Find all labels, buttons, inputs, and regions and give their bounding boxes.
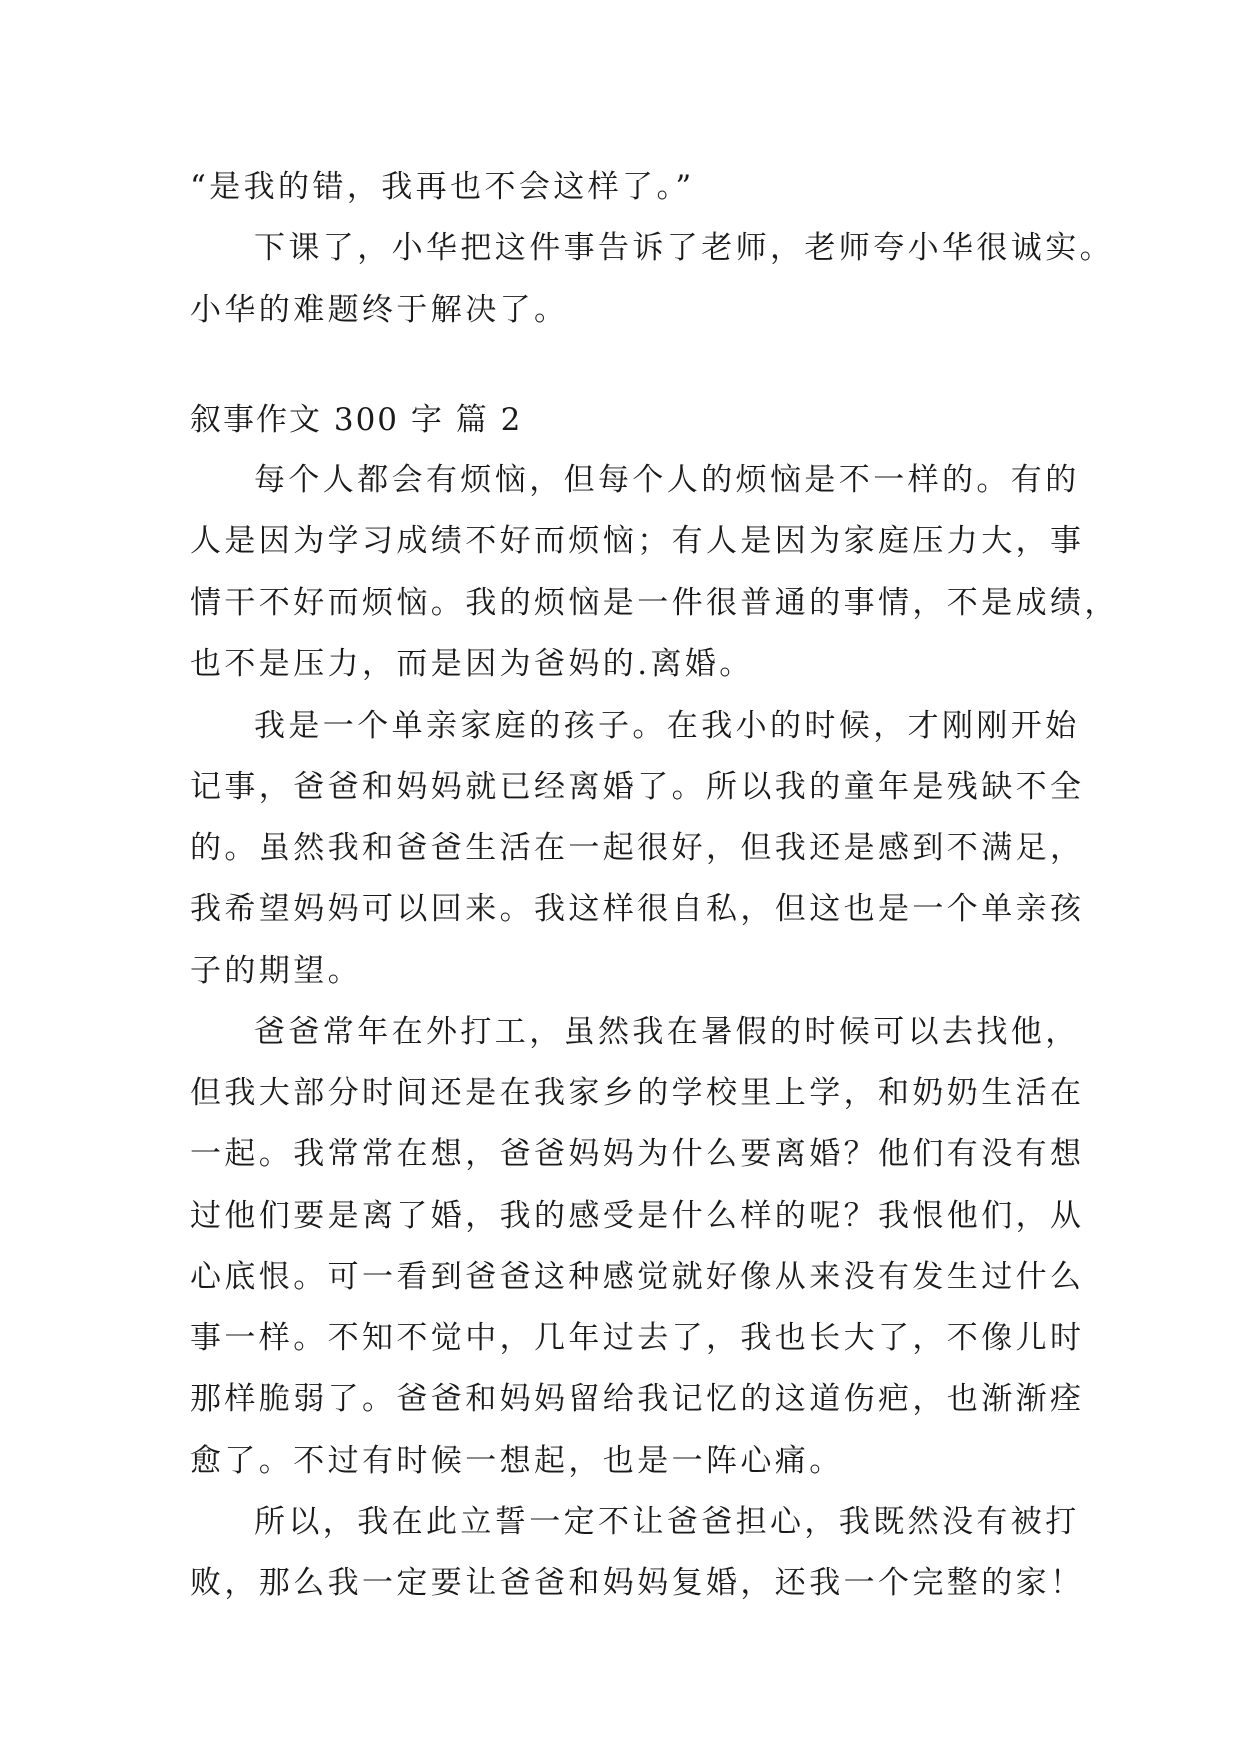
text-line-10: 记事，爸爸和妈妈就已经离婚了。所以我的童年是残缺不全 (190, 769, 1085, 805)
text-line-3: 小华的难题终于解决了。 (190, 292, 569, 328)
text-line-8: 也不是压力，而是因为爸妈的.离婚。 (190, 646, 754, 682)
text-line-13: 子的期望。 (190, 953, 362, 989)
text-line-11: 的。虽然我和爸爸生活在一起很好，但我还是感到不满足， (190, 830, 1085, 866)
text-line-17: 过他们要是离了婚，我的感受是什么样的呢？我恨他们，从 (190, 1198, 1085, 1234)
text-line-15: 但我大部分时间还是在我家乡的学校里上学，和奶奶生活在 (190, 1075, 1085, 1111)
text-line-7: 情干不好而烦恼。我的烦恼是一件很普通的事情，不是成绩， (190, 585, 1119, 621)
text-line-21: 愈了。不过有时候一想起，也是一阵心痛。 (190, 1443, 844, 1479)
text-line-16: 一起。我常常在想，爸爸妈妈为什么要离婚？他们有没有想 (190, 1136, 1085, 1172)
text-line-1: “是我的错，我再也不会这样了。” (190, 169, 695, 205)
text-line-6: 人是因为学习成绩不好而烦恼；有人是因为家庭压力大，事 (190, 523, 1085, 559)
text-line-23: 败，那么我一定要让爸爸和妈妈复婚，还我一个完整的家！ (190, 1565, 1085, 1601)
text-line-18: 心底恨。可一看到爸爸这种感觉就好像从来没有发生过什么 (190, 1259, 1085, 1295)
text-line-20: 那样脆弱了。爸爸和妈妈留给我记忆的这道伤疤，也渐渐痊 (190, 1381, 1085, 1417)
text-line-5: 每个人都会有烦恼，但每个人的烦恼是不一样的。有的 (254, 462, 1080, 498)
text-line-14: 爸爸常年在外打工，虽然我在暑假的时候可以去找他， (254, 1014, 1080, 1050)
text-line-9: 我是一个单亲家庭的孩子。在我小的时候，才刚刚开始 (254, 708, 1080, 744)
text-line-19: 事一样。不知不觉中，几年过去了，我也长大了，不像儿时 (190, 1320, 1085, 1356)
text-line-22: 所以，我在此立誓一定不让爸爸担心，我既然没有被打 (254, 1504, 1080, 1540)
text-line-2: 下课了，小华把这件事告诉了老师，老师夸小华很诚实。 (254, 230, 1114, 266)
section-heading: 叙事作文 300 字 篇 2 (190, 402, 523, 438)
text-line-12: 我希望妈妈可以回来。我这样很自私，但这也是一个单亲孩 (190, 891, 1085, 927)
